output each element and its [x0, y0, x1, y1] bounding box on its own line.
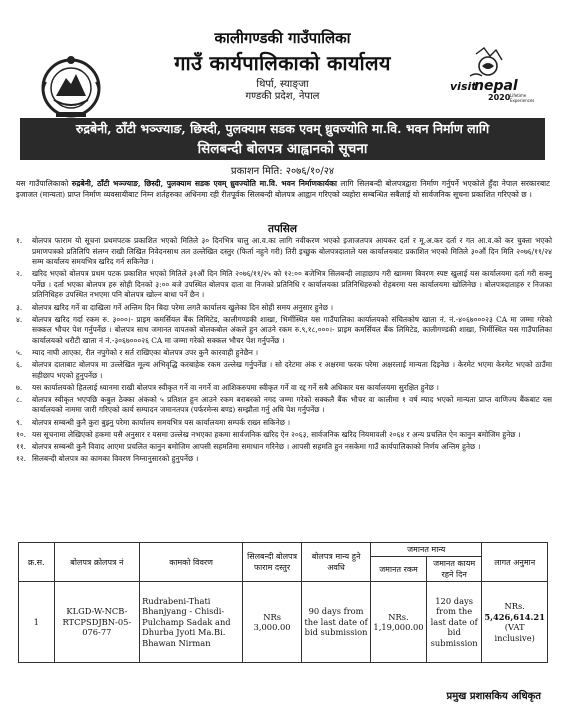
item-text: बोलपत्र फाराम यो सूचना प्रथमपटक प्रकाशित भएको मितिले ३० दिनभित्र चालु आ.व.का लागि नवीकरण भएको इजाजतपत्र आयकर दर्ता र मू.अ.कर दर्ता र गत आ.व.को कर चुक्ता भएको प्रमाणपत्रको प्रतिलिपि संलग्न राखी लिखित निवेदनसाथ तल उल्लेखित दस्तुर (फिर्ता नहुने गरी) तिरी इच्छुक बोलपत्रदाताले यस कार्यालयबाट प्रकाशित भएको मितिले ३०औं दिन मिति २०७६/११/२४ सम्म कार्यालय समयभित्र खरिद गर्न सकिनेछ । [32, 236, 552, 267]
notice-title-line-1: रुद्रबेनी, ठाँटी भञ्ज्याङ, छिस्दी, पुलक्याम सडक एवम् ध्रुवज्योति मा.वि. भवन निर्माण लागि [20, 118, 545, 139]
item-text: बोलपत्र दाताबाट बोलपत्र मा उल्लेखित मूल्य अभिवृद्धि करबाहेक रकम उल्लेख गर्नुपर्नेछ । सो दरेटमा अंक र अक्षरमा फरक परेमा अक्षरलाई मान्यता दिइनेछ । केरमेट भएमा केरमेट भएको ठाउँमा सहीछाप भएको हुनुपर्नेछ । [32, 360, 552, 380]
header-security-amount: जमानत रकम [371, 557, 427, 582]
item-number: ८. [16, 394, 23, 404]
conditions-list [16, 236, 552, 466]
header-estimate: लागत अनुमान [482, 543, 548, 582]
item-number: ४. [16, 314, 23, 324]
cell-security-amount: NRs. 1,19,000.00 [371, 582, 427, 663]
list-item [16, 269, 552, 301]
item-number: ११. [16, 441, 27, 451]
table-header-row [19, 543, 548, 557]
item-text: बोलपत्र खरिद गर्ने वा दाखिला गर्ने अन्तिम दिन बिदा परेमा लगतै कार्यालय खुलेका दिन सोही समय अनुसार हुनेछ । [32, 302, 334, 312]
item-number: ६. [16, 360, 23, 370]
list-item [16, 442, 552, 453]
estimate-note: (VAT inclusive) [494, 622, 535, 643]
item-number: ३. [16, 302, 23, 312]
item-text: बोलपत्र सम्बन्धी कुनै कुरा बुझ्नु परेमा कार्यालय समयभित्र यस कार्यालयमा सम्पर्क राख्न सकिनेछ । [32, 417, 291, 427]
item-text: यस कार्यालयको हितलाई ध्यानमा राखी बोलपत्र स्वीकृत गर्ने वा नगर्ने वा आंशिकरुपमा स्वीकृत गर्ने वा रद्द गर्ने सबै अधिकार यस कार्यालयमा सुरक्षित हुनेछ । [32, 382, 439, 392]
item-number: १०. [16, 429, 27, 439]
svg-text:Lifetime: Lifetime [510, 93, 527, 98]
cell-bid-no: KLGD-W-NCB-RTCPSDJBN-05- 076-77 [54, 582, 140, 663]
item-number: ७. [16, 382, 23, 392]
item-text: म्याद नाघी आएका, रीत नपुगेको र सर्त राखिएका बोलपत्र उपर कुनै कारवाही हुनेछैन । [32, 347, 259, 357]
office-name: गाउँ कार्यपालिकाको कार्यालय [174, 51, 391, 75]
address-line-2: गण्डकी प्रदेश, नेपाल [245, 91, 320, 102]
list-item [16, 418, 552, 429]
list-item [16, 360, 552, 381]
cell-validity: 90 days from the last date of bid submission [302, 582, 371, 663]
item-text: खरिद भएको बोलपत्र प्रथम पटक प्रकाशित भएको मितिले ३१औं दिन मिति २०७६/११/२५ को १२:०० बजेभित्र सिलबन्दी लाहाछाप गरी खाममा बिवरण स्पष्ट खुलाई यस कार्यालयमा दर्ता गरी सक्नु पर्नेछ । दर्ता भएका बोलपत्र हरु सोही दिनको ३:०० बजे उपस्थित बोलपत्र दाता वा निजको प्रतिनिधि र कार्यालयका प्रतिनिधिहरुको रोहबरमा यस कार्यालयमा खोलिनेछ । बोलपत्रदाताहरु र निजका प्रतिनिधिहरु उपस्थित नभएमा पनि बोलपत्र खोल्न बाधा पर्ने छैन । [32, 269, 552, 300]
item-text: सिलबन्दी बोलपत्र का कामका विवरण निम्नानुसारको हुनुपर्नेछ । [32, 453, 199, 463]
cell-fee: NRs 3,000.00 [243, 582, 302, 663]
item-text: बोलपत्र खरिद गर्दा रकम रु. ३०००।- प्राइम कमर्सियल बैंक लिमिटेड, कालीगण्डकी शाखा, भिर्मीस्थित यस गाउँपालिका कार्यालयको संचितकोष खाता नं. नं.-४०६७०००२३ CA मा जम्मा गरेको सक्कल भौचर पेश गर्नुपर्नेछ । बोलपत्र साथ जमानत वापतको बोलकबोल अंकले हुन आउने रकम रु.९,१८,०००।- प्राइम कमर्सियल बैंक लिमिटेड, कालीगण्डकी शाखा, भिर्मीस्थित यस गाउँपालिका कार्यालयको धरौटी खाता नं नं.-३०६७०००२६ CA मा जम्मा गरेको सक्कल भौचर पेश गर्नुपर्नेछ । [32, 314, 552, 345]
svg-text:visit: visit [450, 80, 477, 93]
estimate-amount: 5,426,614.21 [484, 611, 545, 622]
cell-security-validity: 120 days from the last date of bid submission [426, 582, 481, 663]
list-item [16, 315, 552, 347]
org-name: कालीगण्डकी गाउँपालिका [214, 29, 351, 47]
cell-work: Rudrabeni-Thati Bhanjyang - Chisdi-Pulchamp Sadak and Dhurba Jyoti Ma.Bi. Bhawan Nirman [140, 582, 243, 663]
signatory-title: प्रमुख प्रशासकिय अधिकृत [446, 691, 541, 702]
item-number: ९. [16, 417, 23, 427]
item-text: बोलपत्र स्वीकृत भएपछि कबुल ठेक्का अंकको ५ प्रतिशत हुन आउने रकम बराबरको नगद जम्मा गरेको सक्कलै बैंक भौचर वा कालीमा १ वर्ष म्याद भएको मान्यता प्राप्त वाणिज्य बैंकबाट यस कार्यालयको नाममा जारी गरिएको कार्य सम्पादन जमानतपत्र (पर्फरमेन्स बण्ड) सम्झौता गर्नु अघि पेश गर्नुपर्नेछ । [32, 394, 552, 415]
schedule-heading: तपसिल [268, 223, 297, 235]
svg-text:2020: 2020 [488, 93, 511, 102]
header-security-validity: जमानत कायम रहने दिन [426, 557, 481, 582]
item-number: ५. [16, 347, 23, 357]
header-work: कामको विवरण [140, 543, 243, 582]
header-validity: बोलपत्र मान्य हुने अवधि [302, 543, 371, 582]
list-item [16, 303, 552, 314]
list-item [16, 454, 552, 465]
list-item [16, 236, 552, 268]
intro-lead: यस गाउँपालिकाको [16, 179, 69, 188]
list-item [16, 348, 552, 359]
header-fee: सिलबन्दी बोलपत्र फाराम दस्तुर [243, 543, 302, 582]
header-sn: क्र.स. [19, 543, 55, 582]
item-number: १. [16, 236, 23, 245]
cell-sn: 1 [19, 582, 55, 663]
intro-rest: लागि सिलबन्दी बोलपत्रद्वारा निर्माण गर्नुपर्ने भएकोले हुँदा नेपाल सरकारबाट इजाजत (मान्यता) प्राप्त निर्माण व्यवसायीबाट निम्न शर्तहरुका अधिनमा रही रीतपूर्वक सिलबन्दी बोलपत्र आह्वान गरिएको व्यहोरा सम्बन्धित सबैलाई यो सार्वजनिक सूचना प्रकाशित गरिएको छ । [16, 179, 550, 199]
bid-details-table [18, 542, 548, 663]
header-bid-no: बोलपत्र क्रोलपत्र नं [54, 543, 140, 582]
list-item [16, 383, 552, 394]
svg-text:nepal: nepal [474, 78, 518, 94]
published-date: प्रकाशन मिति: २०७६/१०/२४ [230, 166, 335, 177]
address-line-1: थिर्पा, स्याङ्जा [256, 79, 309, 90]
item-text: बोलपत्र सम्बन्धी कुनै विवाद आएमा प्रचलित कानुन बमोजिम आपसी सहमतिमा समाधान गरिनेछ । आपसी सहमति हुन नसकेमा गाउँ कार्यपालिकाको निर्णय अन्तिम हुनेछ । [32, 441, 481, 451]
intro-bold: रुद्रबेनी, ठाँटी भञ्ज्याङ, छिस्दी, पुलक्याम सडक एवम् ध्रुवज्योति मा.वि. भवन निर्माणकार्यका [71, 179, 337, 188]
intro-paragraph [16, 178, 550, 200]
cell-estimate [482, 582, 548, 663]
table-row [19, 582, 548, 663]
item-text: यस सूचनामा लेखिएको हकमा यसै अनुसार र यसमा उल्लेख नभएका हकमा सार्वजनिक खरिद ऐन २०६३, सार्वजनिक खरिद नियमावली २०६४ र अन्य प्रचलित ऐन कानुन बमोजिम हुनेछ । [32, 429, 521, 439]
notice-title-line-2: सिलबन्दी बोलपत्र आह्वानको सूचना [20, 139, 545, 160]
item-number: २. [16, 269, 23, 279]
list-item [16, 430, 552, 441]
svg-text:Experiences: Experiences [510, 98, 535, 103]
item-number: १२. [16, 453, 27, 463]
header-security-group: जमानत मान्य [371, 543, 482, 557]
estimate-prefix: NRs. [504, 601, 525, 611]
list-item [16, 395, 552, 416]
